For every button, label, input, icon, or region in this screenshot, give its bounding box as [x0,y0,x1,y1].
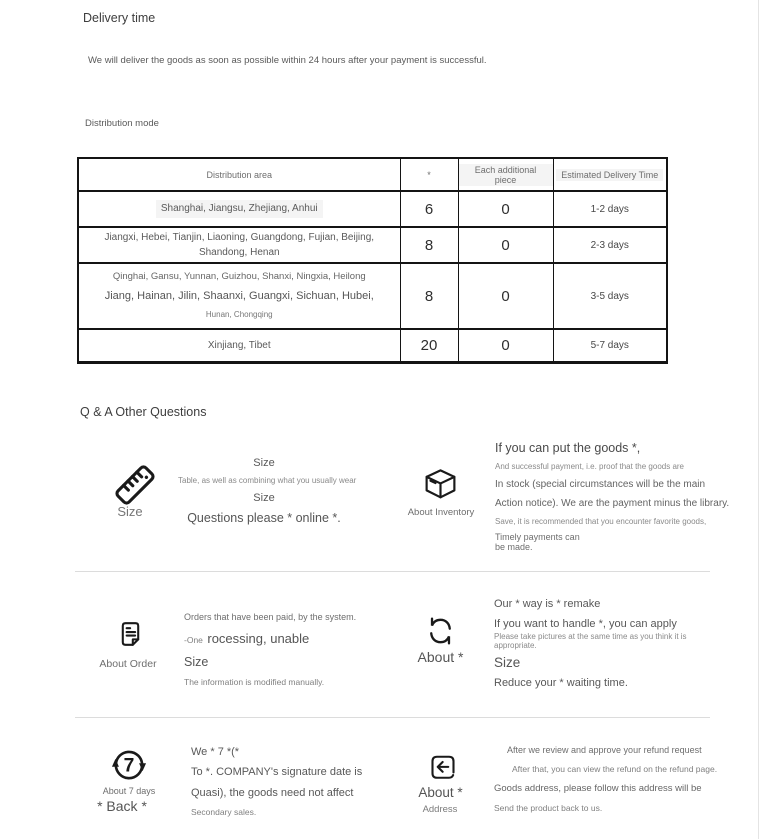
size-item-label: Size [117,504,143,519]
aftersale-item-text: Our * way is * remake If you want to handle *, you can apply Please take pictures at the same time as you think it is appropriate. Size Reduce your * waiting time. [494,598,687,689]
time-cell: 1-2 days [553,191,667,227]
aftersale-item-label: About * [417,649,464,665]
size-item-text: Size Table, as well as combining what you usually wear Size Questions please * online *. [178,457,357,525]
section-divider [75,717,710,718]
time-cell: 5-7 days [553,329,667,362]
seven-day-return-icon [108,744,150,786]
table-row [78,263,667,329]
header-first-piece: * [400,158,458,191]
ruler-icon [110,460,160,510]
area-cell: Shanghai, Jiangsu, Zhejiang, Anhui [78,191,400,227]
seven-day-item-text: We * 7 *(* To *. COMPANY's signature date is Quasi), the goods need not affect Secondary sales. [191,746,363,817]
area-cell: Xinjiang, Tibet [78,329,400,362]
first-piece-cell: 20 [400,329,458,362]
area-cell: Jiangxi, Hebei, Tianjin, Liaoning, Guangdong, Fujian, Beijing, Shandong, Henan [78,227,400,263]
additional-cell: 0 [458,191,553,227]
table-header-row [78,158,667,191]
delivery-note: We will deliver the goods as soon as possible within 24 hours after your payment is successful. [88,55,487,66]
table-row [78,329,667,362]
document-icon [112,615,149,653]
header-distribution-area: Distribution area [78,158,400,191]
area-cell: Qinghai, Gansu, Yunnan, Guizhou, Shanxi, Ningxia, Heilong Jiang, Hainan, Jilin, Shaanxi, Guangxi, Sichuan, Hubei, Hunan, Chongqing [78,263,400,329]
inventory-item-label: About Inventory [407,507,475,518]
first-piece-cell: 8 [400,263,458,329]
section-divider [75,571,710,572]
table-row [78,191,667,227]
additional-cell: 0 [458,227,553,263]
header-delivery-time: Estimated Delivery Time [553,158,667,191]
additional-cell: 0 [458,329,553,362]
inventory-item-text: If you can put the goods *, And successful payment, i.e. proof that the goods are In stock (special circumstances will be the main Action notice). We are the payment minus the library. Save, it is recommended that you encounter favorite goods, Timely payments can be made. [495,441,730,552]
first-piece-cell: 8 [400,227,458,263]
time-cell: 3-5 days [553,263,667,329]
seven-day-item-label2: * Back * [97,798,147,814]
svg-text:7: 7 [123,755,135,777]
qa-heading: Q & A Other Questions [80,405,207,419]
seven-day-item-label: About 7 days [102,786,156,796]
address-item-text: After we review and approve your refund request After that, you can view the refund on the refund page. Goods address, please follow this address will be Send the product back to us. [494,745,718,813]
header-additional-piece: Each additional piece [458,158,553,191]
package-icon [422,466,459,504]
order-item-label: About Order [99,658,157,670]
delivery-time-title: Delivery time [83,11,156,25]
distribution-table [77,157,668,364]
table-row [78,227,667,263]
distribution-mode-label: Distribution mode [85,118,159,129]
time-cell: 2-3 days [553,227,667,263]
address-item-label2: Address [422,804,458,815]
address-item-label: About * [418,785,463,800]
order-item-text: Orders that have been paid, by the system. -One rocessing, unable Size The information is modified manually. [184,612,357,687]
additional-cell: 0 [458,263,553,329]
sync-icon [422,612,459,650]
return-address-icon [425,750,461,786]
first-piece-cell: 6 [400,191,458,227]
